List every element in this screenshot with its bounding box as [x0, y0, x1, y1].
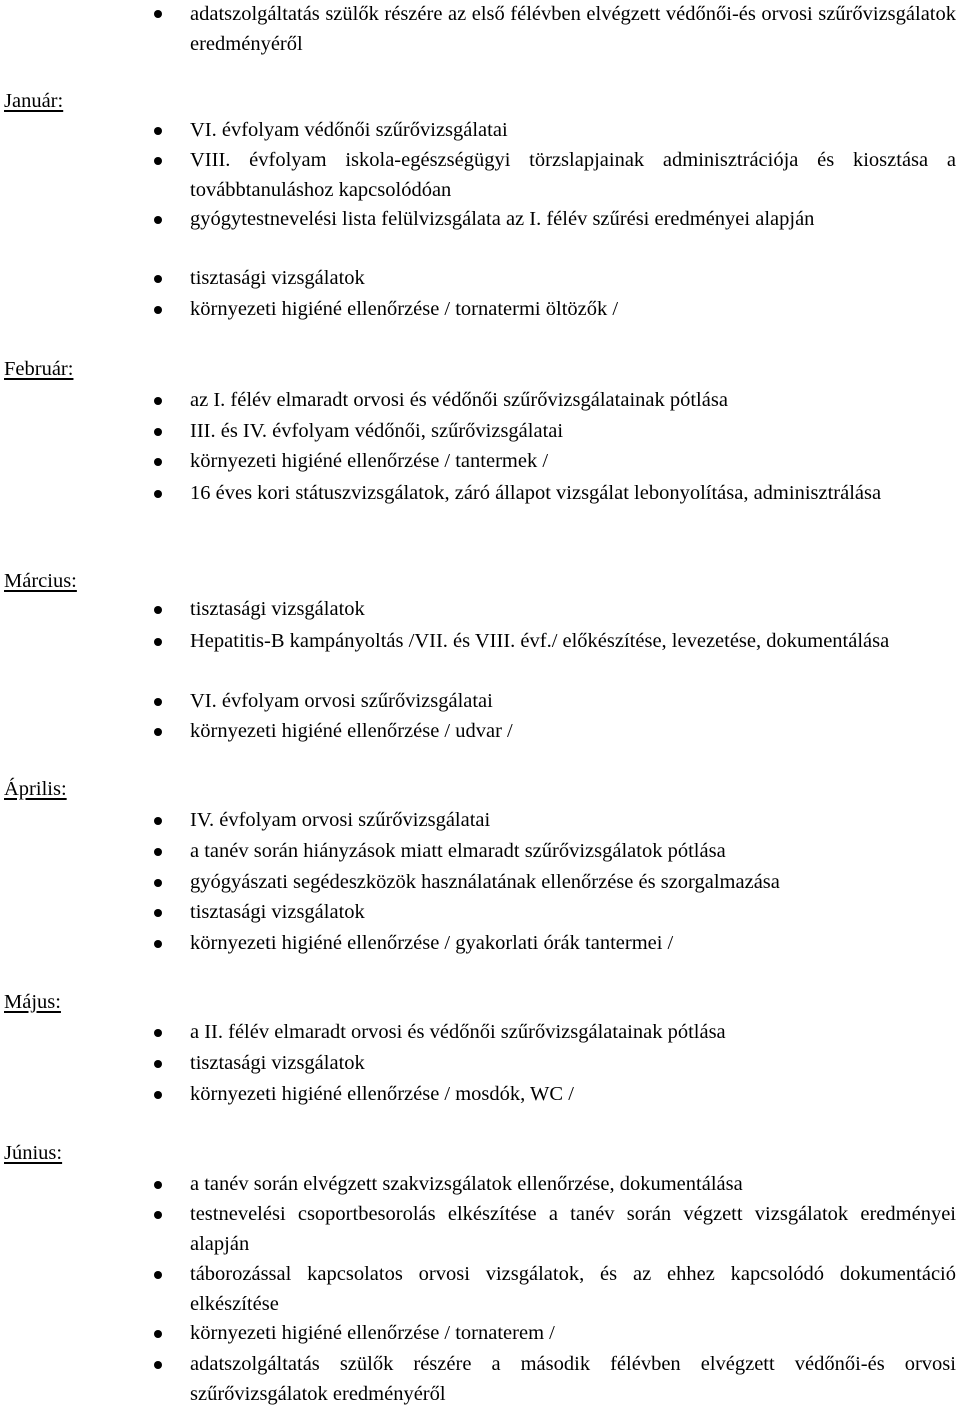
bullet [154, 10, 162, 18]
list-item: gyógytestnevelési lista felülvizsgálata az I. félév szűrési eredményei alapján [190, 208, 815, 230]
list-item: tisztasági vizsgálatok [190, 267, 365, 289]
list-item: környezeti higiéné ellenőrzése / udvar / [190, 720, 513, 742]
bullet [154, 157, 162, 165]
list-item: környezeti higiéné ellenőrzése / tantermek / [190, 450, 549, 472]
list-item: IV. évfolyam orvosi szűrővizsgálatai [190, 809, 491, 831]
bullet [154, 638, 162, 646]
bullet [154, 428, 162, 436]
bullet [154, 1361, 162, 1369]
list-item: tisztasági vizsgálatok [190, 1052, 365, 1074]
month-heading-aprilis: Április: [4, 778, 67, 800]
list-item: 16 éves kori státuszvizsgálatok, záró állapot vizsgálat lebonyolítása, adminisztrálása [190, 482, 882, 504]
bullet [154, 306, 162, 314]
month-heading-junius: Június: [4, 1142, 63, 1164]
bullet [154, 1060, 162, 1068]
list-item: III. és IV. évfolyam védőnői, szűrővizsgálatai [190, 420, 564, 442]
list-item: testnevelési csoportbesorolás elkészítése a tanév során végzett vizsgálatok eredményei alapján [190, 1203, 956, 1255]
bullet [154, 909, 162, 917]
bullet [154, 1091, 162, 1099]
list-item: gyógyászati segédeszközök használatának ellenőrzése és szorgalmazása [190, 871, 780, 893]
list-item: VI. évfolyam védőnői szűrővizsgálatai [190, 119, 508, 141]
list-item: adatszolgáltatás szülők részére a második félévben elvégzett védőnői-és orvosi szűrővizsgálatok eredményéről [190, 1353, 956, 1405]
bullet [154, 1271, 162, 1279]
bullet [154, 397, 162, 405]
list-item: környezeti higiéné ellenőrzése / gyakorlati órák tantermei / [190, 932, 674, 954]
bullet [154, 817, 162, 825]
bullet [154, 848, 162, 856]
list-item: környezeti higiéné ellenőrzése / tornaterem / [190, 1322, 555, 1344]
bullet [154, 490, 162, 498]
bullet [154, 1211, 162, 1219]
bullet [154, 606, 162, 614]
month-heading-februar: Február: [4, 358, 74, 380]
bullet [154, 728, 162, 736]
bullet [154, 1181, 162, 1189]
bullet [154, 1330, 162, 1338]
list-item: környezeti higiéné ellenőrzése / tornatermi öltözők / [190, 298, 619, 320]
list-item: az I. félév elmaradt orvosi és védőnői szűrővizsgálatainak pótlása [190, 389, 728, 411]
bullet [154, 879, 162, 887]
month-heading-marcius: Március: [4, 570, 77, 592]
list-item: a tanév során elvégzett szakvizsgálatok ellenőrzése, dokumentálása [190, 1173, 743, 1195]
month-heading-januar: Január: [4, 90, 64, 112]
list-item: környezeti higiéné ellenőrzése / mosdók, WC / [190, 1083, 574, 1105]
list-item: VIII. évfolyam iskola-egészségügyi törzslapjainak adminisztrációja és kiosztása a továbbtanuláshoz kapcsolódóan [190, 149, 956, 201]
month-heading-majus: Május: [4, 991, 61, 1013]
list-item: táborozással kapcsolatos orvosi vizsgálatok, és az ehhez kapcsolódó dokumentáció elkészítése [190, 1263, 956, 1315]
list-item: Hepatitis-B kampányoltás /VII. és VIII. évf./ előkészítése, levezetése, dokumentálása [190, 630, 890, 652]
list-item: a tanév során hiányzások miatt elmaradt szűrővizsgálatok pótlása [190, 840, 726, 862]
bullet [154, 127, 162, 135]
bullet [154, 458, 162, 466]
list-item: VI. évfolyam orvosi szűrővizsgálatai [190, 690, 493, 712]
bullet [154, 940, 162, 948]
bullet [154, 1029, 162, 1037]
bullet [154, 698, 162, 706]
list-item: tisztasági vizsgálatok [190, 901, 365, 923]
list-item: tisztasági vizsgálatok [190, 598, 365, 620]
list-item: adatszolgáltatás szülők részére az első félévben elvégzett védőnői-és orvosi szűrővizsgálatok eredményéről [190, 3, 956, 55]
bullet [154, 275, 162, 283]
list-item: a II. félév elmaradt orvosi és védőnői szűrővizsgálatainak pótlása [190, 1021, 726, 1043]
bullet [154, 216, 162, 224]
